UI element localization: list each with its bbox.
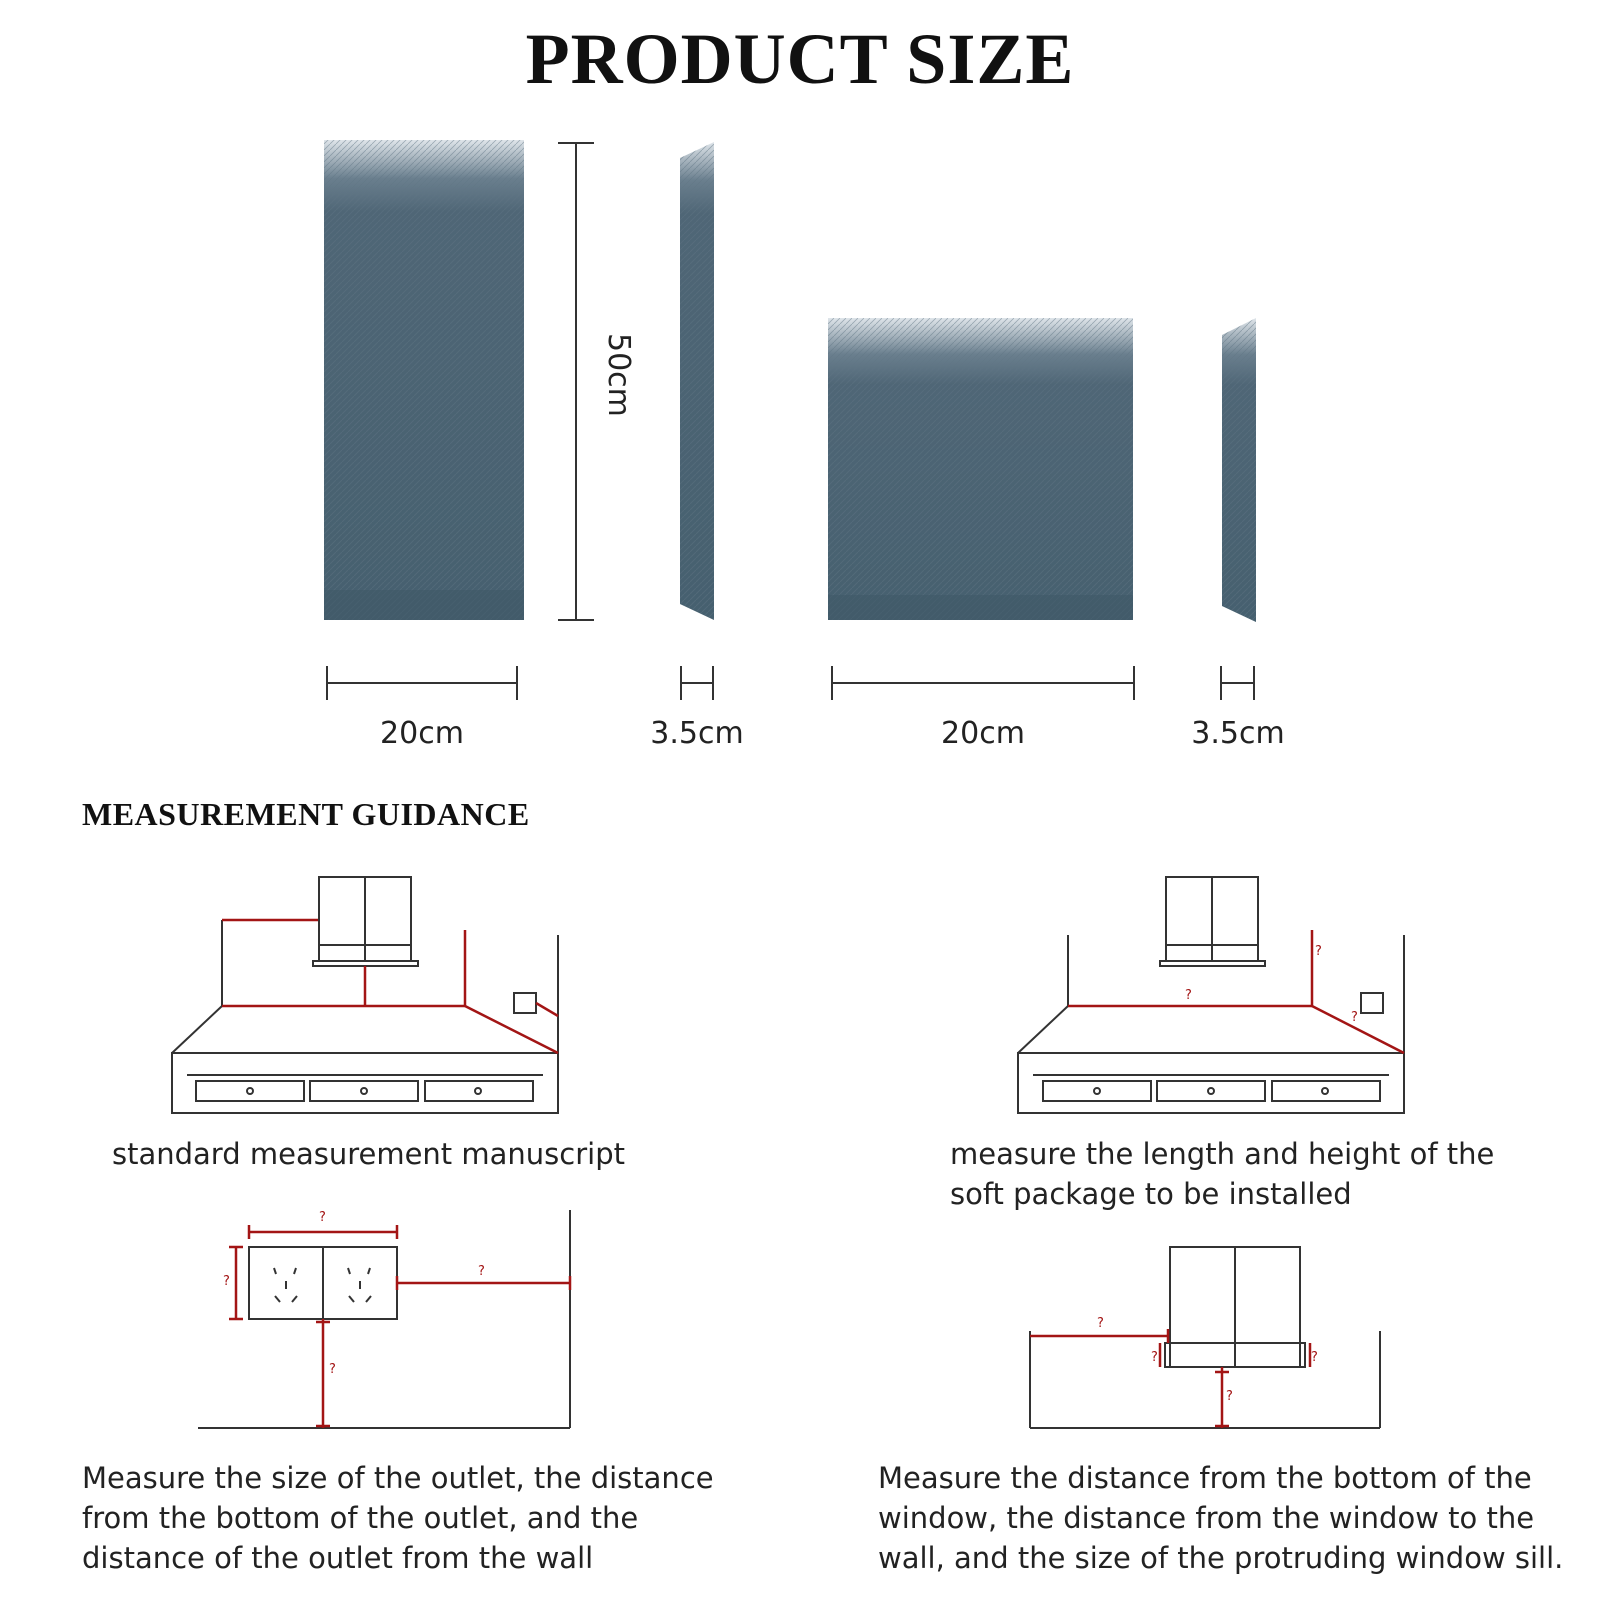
question-marker: ? [1311,1350,1318,1365]
question-marker: ? [329,1362,336,1377]
page-title: PRODUCT SIZE [525,19,1075,99]
panel2-thickness-label: 3.5cm [1191,716,1285,751]
question-marker: ? [1226,1389,1233,1404]
height-dimension [558,143,594,620]
section-title: MEASUREMENT GUIDANCE [82,796,530,832]
question-marker: ? [478,1264,485,1279]
panel-tall [324,140,524,620]
diagram-soft-package [1018,877,1404,1113]
panel-square-side [1222,318,1256,622]
caption-outlet: Measure the size of the outlet, the distance from the bottom of the outlet, and the distance of the outlet from the wall [82,1461,714,1575]
question-marker: ? [1185,988,1192,1003]
question-marker: ? [1351,1010,1358,1025]
panel-tall-side [680,142,714,620]
caption-soft-package: measure the length and height of the soft package to be installed [950,1137,1495,1211]
question-marker: ? [223,1274,230,1289]
panel1-thickness-label: 3.5cm [650,716,744,751]
height-label: 50cm [601,333,636,417]
diagram-outlet [198,1210,570,1428]
width-dimensions [327,666,1254,700]
panel2-width-label: 20cm [941,716,1025,751]
question-marker: ? [1097,1316,1104,1331]
caption-standard: standard measurement manuscript [112,1137,625,1171]
caption-window: Measure the distance from the bottom of the window, the distance from the window to the wall, and the size of the protruding window sill. [878,1461,1564,1575]
panel1-width-label: 20cm [380,716,464,751]
panel-square [828,318,1133,620]
question-marker: ? [319,1210,326,1225]
diagram-soft-package-measure [1068,930,1404,1053]
diagram-window [1030,1247,1380,1428]
diagram-standard-measure [222,920,558,1053]
diagram-outlet-measure [229,1225,570,1428]
question-marker: ? [1315,944,1322,959]
question-marker: ? [1151,1350,1158,1365]
